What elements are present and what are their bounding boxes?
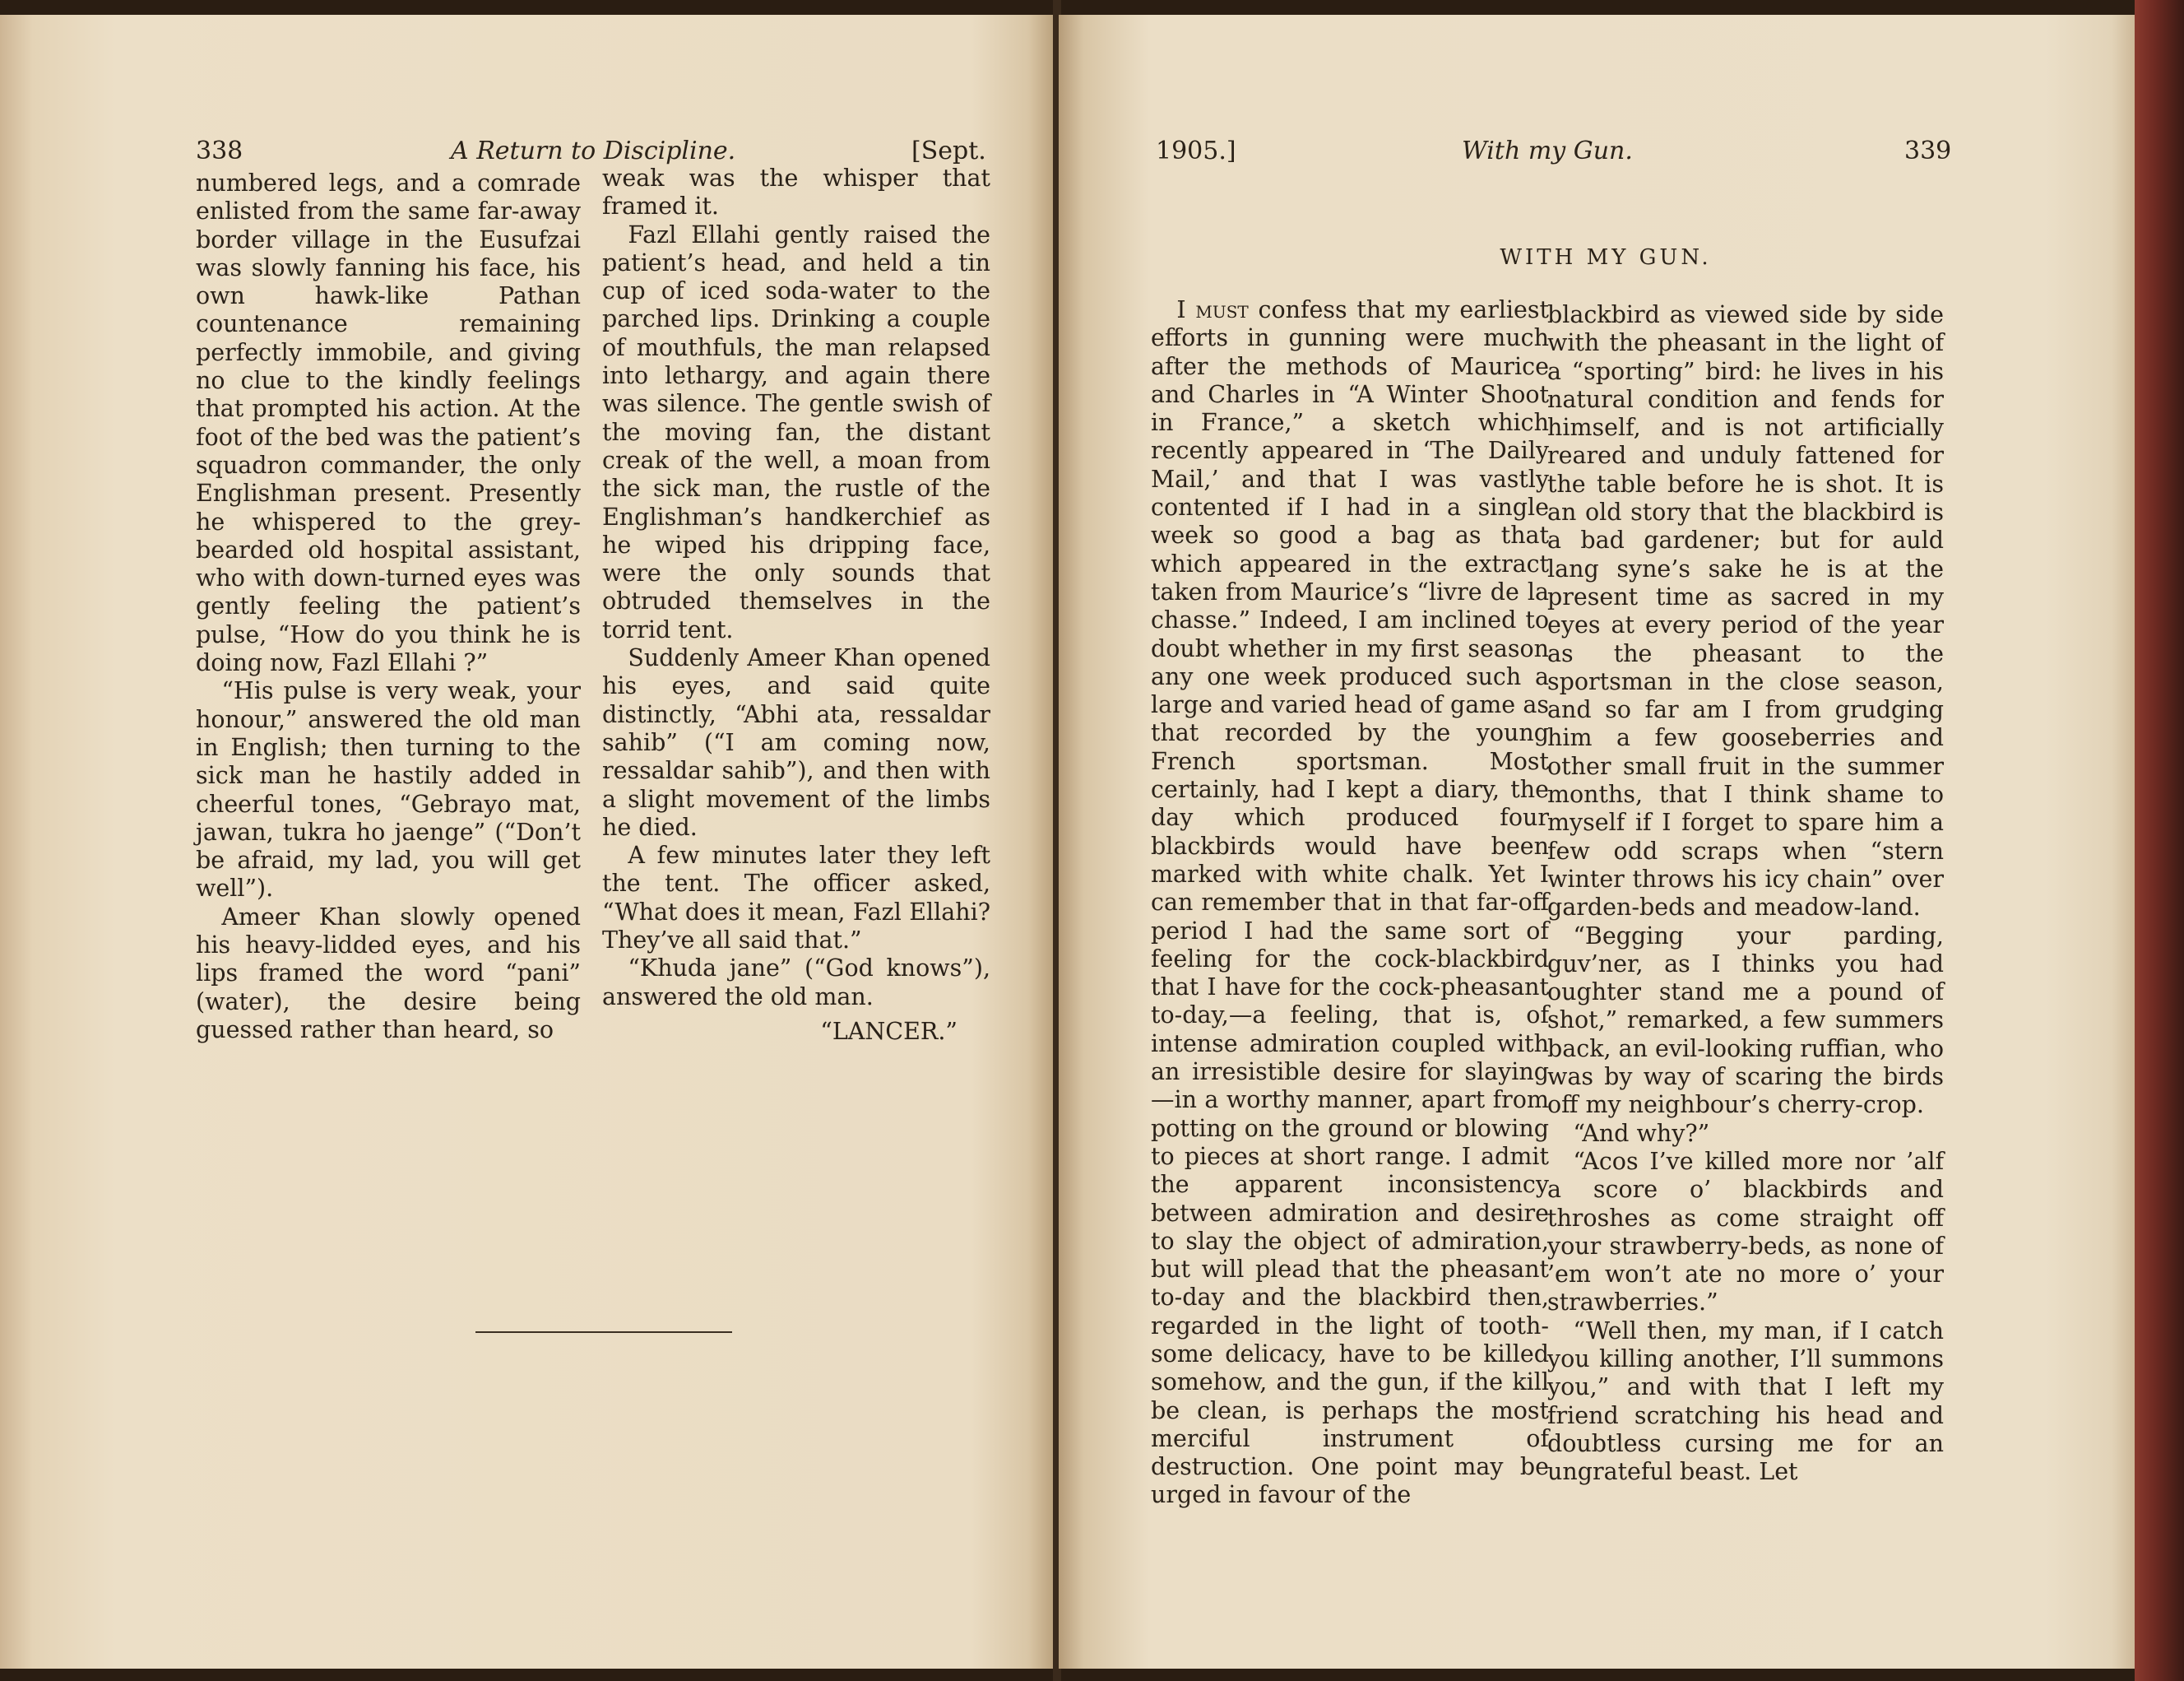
paragraph-text: “Khuda jane” (“God knows”), answered the old man.: [602, 954, 990, 1010]
paragraph: [602, 165, 990, 221]
paragraph-text: blackbird as viewed side by side with the pheasant in the light of a “sporting” bird: he lives in his natural condition and fends for himself, and is not artificially reared and unduly fattened for the table before he is shot. It is an old story that the blackbird is a bad gardener; but for auld lang syne’s sake he is at the present time as sacred in my eyes at every period of the year as the pheasant to the sportsman in the close season, and so far am I from grudging him a few gooseberries and other small fruit in the summer months, that I think shame to myself if I forget to spare him a few odd scraps when “stern winter throws his icy chain” over garden-beds and meadow-land.: [1547, 301, 1944, 922]
paragraph-text: Ameer Khan slowly opened his heavy-lidded eyes, and his lips framed the word “pani” (water), the desire being guessed rather than heard, so: [196, 903, 581, 1043]
paragraph-text: A few minutes later they left the tent. The officer asked, “What does it mean, Fazl Ellahi? They’ve all said that.”: [602, 842, 990, 954]
signature: “LANCER.”: [820, 1017, 958, 1045]
paragraph-text: “Acos I’ve killed more nor ’alf a score o’ blackbirds and throshes as come straight off your strawberry-beds, as none of ’em won’t ate no more o’ your strawberries.”: [1547, 1147, 1944, 1316]
paragraph: [1547, 922, 1944, 1120]
paragraph: [602, 221, 990, 644]
right-column-2: [1547, 301, 1944, 1486]
paragraph: [196, 169, 581, 677]
left-running-title: A Return to Discipline.: [451, 137, 736, 165]
book-cover-edge: [2135, 0, 2184, 1681]
left-page-number: 338: [196, 137, 243, 165]
paragraph: [1547, 1120, 1944, 1148]
paragraph: [1547, 1148, 1944, 1317]
right-page-number: 339: [1904, 137, 1952, 165]
paragraph-text: “And why?”: [1573, 1119, 1710, 1147]
paragraph-text: “Begging your parding, guv’ner, as I thinks you had oughter stand me a pound of shot,” remarked, a few summers back, an evil-looking ruffian, who was by way of scaring the birds off my neighbour’s cherry-crop.: [1547, 922, 1945, 1119]
paragraph: [602, 644, 990, 842]
paragraph: [1151, 296, 1549, 1510]
paragraph-text: Suddenly Ameer Khan opened his eyes, and said quite distinctly, “Abhi ata, ressaldar sahib” (“I am coming now, ressaldar sahib”), and then with a slight movement of the limbs he died.: [602, 644, 990, 841]
opening-word: I must: [1176, 296, 1249, 323]
article-title: WITH MY GUN.: [1500, 245, 1712, 270]
paragraph: [196, 903, 581, 1044]
right-running-title: With my Gun.: [1462, 137, 1633, 165]
left-column-2: [602, 165, 990, 1046]
left-page: [0, 15, 1055, 1669]
right-running-date: 1905.]: [1156, 137, 1236, 165]
right-page: [1059, 15, 2135, 1669]
paragraph: [602, 842, 990, 954]
paragraph-text: numbered legs, and a comrade enlisted from the same far-away border village in the Eusufzai was slowly fanning his face, his own hawk-like Pathan countenance remaining perfectly immobile, and giving no clue to the kindly feelings that prompted his action. At the foot of the bed was the patient’s squadron commander, the only Englishman present. Presently he whispered to the grey-bearded old hospital assistant, who with down-turned eyes was gently feeling the patient’s pulse, “How do you think he is doing now, Fazl Ellahi ?”: [196, 169, 581, 677]
section-rule: [475, 1331, 732, 1333]
right-column-1: [1151, 296, 1549, 1510]
paragraph-text: “Well then, my man, if I catch you killing another, I’ll summons you,” and with that I left my friend scratching his head and doubtless cursing me for an ungrateful beast. Let: [1547, 1316, 1944, 1486]
left-column-1: [196, 169, 581, 1044]
paragraph-text: confess that my earliest efforts in gunning were much after the methods of Maurice and Charles in “A Winter Shoot in France,” a sketch which recently appeared in ‘The Daily Mail,’ and that I was vastly contented if I had in a single week so good a bag as that which appeared in the extract taken from Maurice’s “livre de la chasse.” Indeed, I am inclined to doubt whether in my first season any one week produced such a large and varied head of game as that recorded by the young French sportsman. Most certainly, had I kept a diary, the day which produced four blackbirds would have been marked with white chalk. Yet I can remember that in that far-off period I had the same sort of feeling for the cock-blackbird that I have for the cock-pheasant to-day,—a feeling, that is, of intense admiration coupled with an irresistible desire for slaying—in a worthy manner, apart from potting on the ground or blowing to pieces at short range. I admit the apparent inconsistency between admiration and desire to slay the object of admiration, but will plead that the pheasant to-day and the blackbird then, regarded in the light of tooth-some delicacy, have to be killed somehow, and the gun, if the kill be clean, is perhaps the most merciful instrument of destruction. One point may be urged in favour of the: [1151, 296, 1549, 1509]
paragraph: [602, 954, 990, 1011]
paragraph-text: weak was the whisper that framed it.: [602, 165, 990, 221]
paragraph: [196, 677, 581, 903]
left-running-date: [Sept.: [911, 137, 986, 165]
paragraph: [1547, 1317, 1944, 1487]
paragraph: [1547, 301, 1944, 922]
paragraph-text: Fazl Ellahi gently raised the patient’s head, and held a tin cup of iced soda-water to the parched lips. Drinking a couple of mouthfuls, the man relapsed into lethargy, and again there was silence. The gentle swish of the moving fan, the distant creak of the well, a moan from the sick man, the rustle of the Englishman’s handkerchief as he wiped his dripping face, were the only sounds that obtruded themselves in the torrid tent.: [602, 221, 990, 643]
paragraph-text: “His pulse is very weak, your honour,” answered the old man in English; then turning to the sick man he hastily added in cheerful tones, “Gebrayo mat, jawan, tukra ho jaenge” (“Don’t be afraid, my lad, you will get well”).: [196, 677, 581, 903]
